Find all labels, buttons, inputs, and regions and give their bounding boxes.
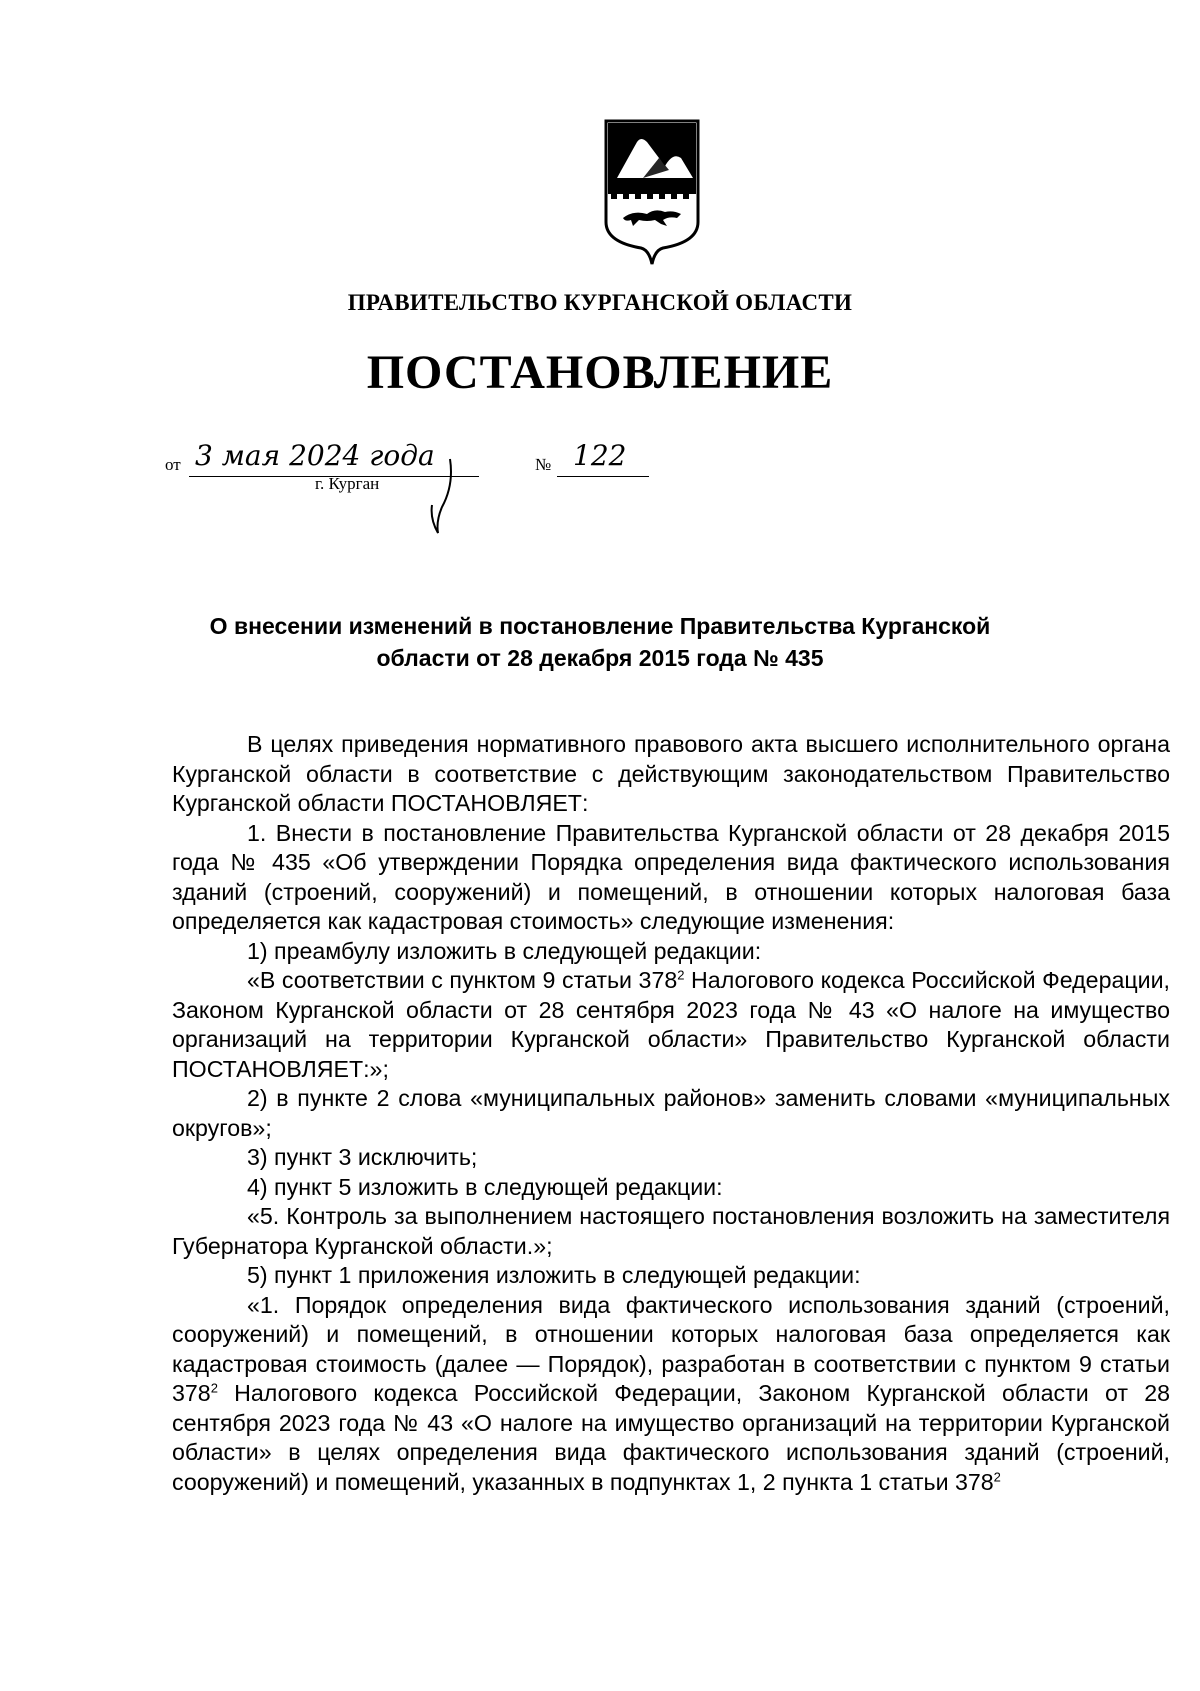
signature-flourish [420,455,460,535]
handwritten-date: 3 мая 2024 года [195,439,435,472]
issuing-authority: ПРАВИТЕЛЬСТВО КУРГАНСКОЙ ОБЛАСТИ [347,290,853,315]
paragraph-text: Налогового кодекса Российской Федерации, Законом Курганской области от 28 сентября 2023 года № 43 «О налоге на имущество организаций на территории Курганской области» Правительство Курганской области ПОСТАНОВЛЯЕТ:»; [172,967,1170,1082]
document-body [172,730,1170,1497]
subject-line-2: области от 28 декабря 2015 года № 435 [376,645,824,671]
coat-of-arms-emblem [603,118,701,266]
superscript: 2 [993,1468,1001,1484]
document-type-title: ПОСТАНОВЛЕНИЕ [366,346,834,399]
paragraph-text: Налогового кодекса Российской Федерации, Законом Курганской области от 28 сентября 2023 года № 43 «О налоге на имущество организаций на территории Курганской области» в целях определения вида фактического использования зданий (строений, сооружений) и помещений, указанных в подпунктах 1, 2 пункта 1 статьи 378 [172,1380,1170,1495]
kurgan-region-coat-of-arms-icon [603,118,701,266]
paragraph-subitem-4: 4) пункт 5 изложить в следующей редакции: [247,1173,723,1200]
handwritten-number: 122 [573,439,627,472]
number-underline [557,476,649,477]
paragraph-text: «В соответствии с пунктом 9 статьи 378 [247,967,678,993]
number-sign: № [535,455,552,474]
paragraph-preamble: В целях приведения нормативного правового акта высшего исполнительного органа Курганской области в соответствие с действующим законодательством Правительство Курганской области ПОСТАНОВЛЯЕТ: [172,731,1170,816]
paragraph-subitem-5: 5) пункт 1 приложения изложить в следующей редакции: [247,1262,861,1288]
paragraph-subitem-2: 2) в пункте 2 слова «муниципальных районов» заменить словами «муниципальных округов»; [172,1085,1170,1141]
paragraph-new-preamble [172,966,1170,1084]
paragraph-subitem-1: 1) преамбулу изложить в следующей редакции: [247,937,762,964]
superscript: 2 [210,1380,218,1396]
paragraph-new-appendix-item-1 [172,1291,1170,1498]
superscript: 2 [677,967,685,983]
date-prefix: от [165,455,181,474]
paragraph-item-1: 1. Внести в постановление Правительства Курганской области от 28 декабря 2015 года № 435 «Об утверждении Порядка определения вида фактического использования зданий (строений, сооружений) и помещений, в отношении которых налоговая база определяется как кадастровая стоимость» следующие изменения: [172,819,1170,934]
paragraph-new-item-5: «5. Контроль за выполнением настоящего постановления возложить на заместителя Губернатора Курганской области.»; [172,1203,1170,1259]
paragraph-subitem-3: 3) пункт 3 исключить; [247,1144,478,1170]
paragraph-text: «1. Порядок определения вида фактического использования зданий (строений, сооружений) и помещений, в отношении которых налоговая база определяется как кадастровая стоимость (далее — Порядок), разработан в соответствии с пунктом 9 статьи 378 [172,1291,1170,1406]
document-subject [160,610,1040,674]
subject-line-1: О внесении изменений в постановление Правительства Курганской [209,613,991,639]
city-label: г. Курган [315,474,380,493]
